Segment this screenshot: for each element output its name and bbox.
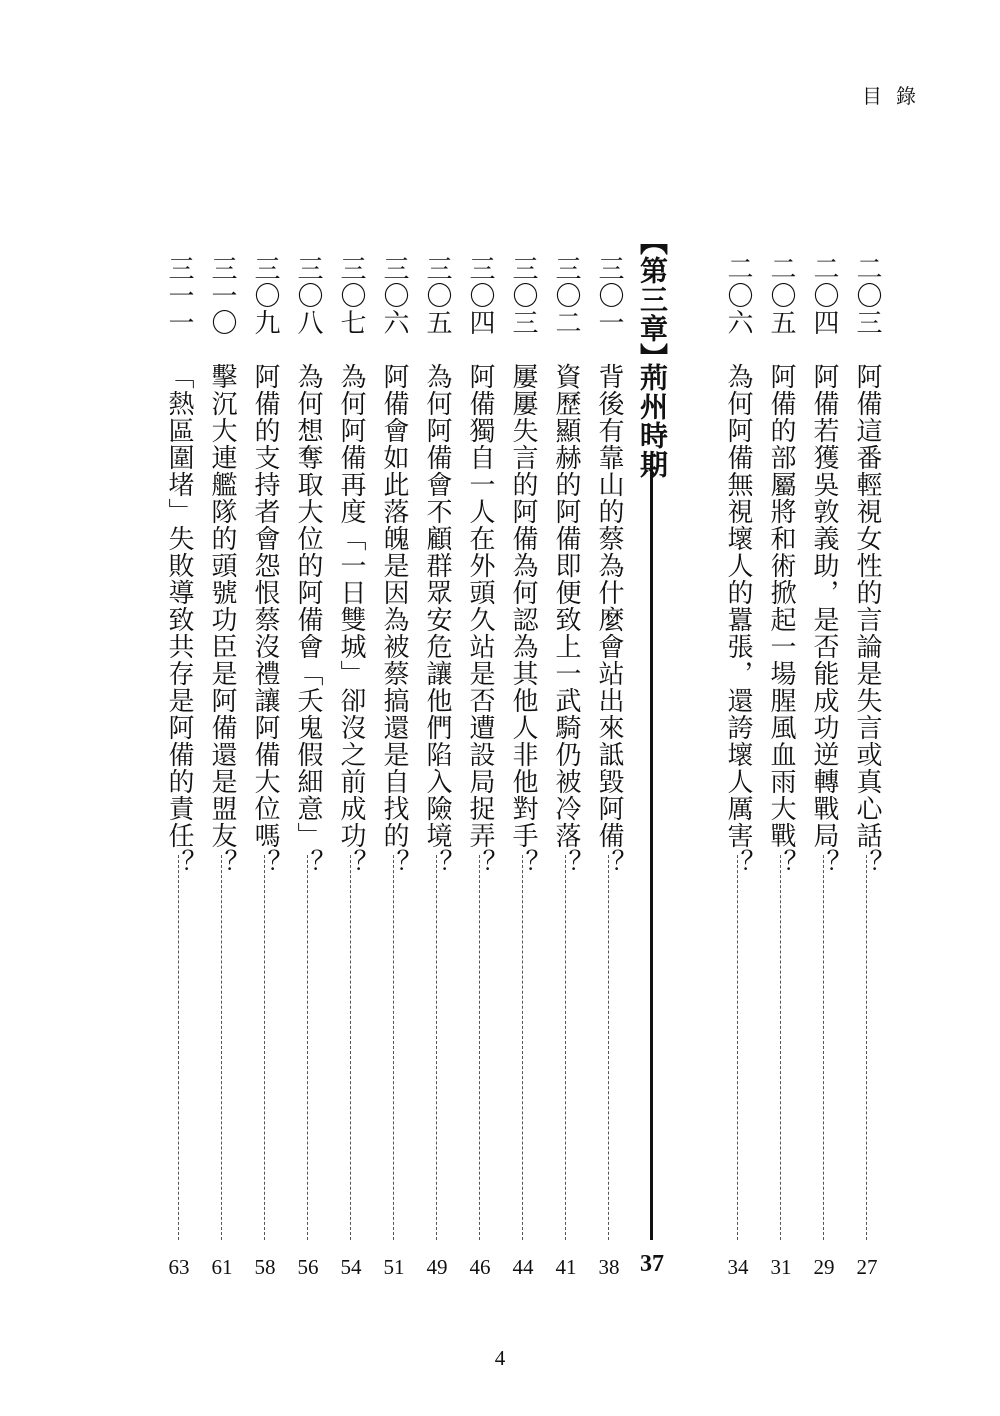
toc-entry bbox=[807, 255, 841, 1285]
entry-number: 三〇四 bbox=[465, 255, 495, 336]
dot-leader bbox=[264, 855, 265, 1240]
entry-title: 荊州時期 bbox=[636, 363, 669, 479]
entry-page-number: 29 bbox=[813, 1255, 835, 1279]
dot-leader bbox=[350, 855, 351, 1240]
entry-page-number: 31 bbox=[770, 1255, 792, 1279]
chapter-heading bbox=[635, 227, 669, 1285]
toc-entry bbox=[291, 255, 325, 1285]
entry-title: 為何阿備會不顧群眾安危讓他們陷入險境？ bbox=[422, 363, 452, 876]
toc-entry bbox=[248, 255, 282, 1285]
entry-number: 三一〇 bbox=[207, 255, 237, 336]
entry-page-number: 44 bbox=[512, 1255, 534, 1279]
entry-title: 阿備會如此落魄是因為被蔡搞還是自找的？ bbox=[379, 363, 409, 876]
entry-page-number: 58 bbox=[254, 1255, 276, 1279]
entry-number: 二〇四 bbox=[809, 255, 839, 336]
entry-page-number: 46 bbox=[469, 1255, 491, 1279]
entry-number: 二〇五 bbox=[766, 255, 796, 336]
entry-number: 三〇五 bbox=[422, 255, 452, 336]
dot-leader bbox=[522, 855, 523, 1240]
toc-entry bbox=[377, 255, 411, 1285]
entry-title: 阿備這番輕視女性的言論是失言或真心話？ bbox=[852, 363, 882, 876]
toc-entry bbox=[162, 255, 196, 1285]
toc-entry bbox=[463, 255, 497, 1285]
dot-leader bbox=[650, 455, 653, 1240]
dot-leader bbox=[479, 855, 480, 1240]
entry-page-number: 41 bbox=[555, 1255, 577, 1279]
entry-page-number: 38 bbox=[598, 1255, 620, 1279]
toc-entry bbox=[721, 255, 755, 1285]
toc-entry bbox=[506, 255, 540, 1285]
dot-leader bbox=[393, 855, 394, 1240]
toc-entry bbox=[205, 255, 239, 1285]
dot-leader bbox=[307, 855, 308, 1240]
entry-number: 三〇六 bbox=[379, 255, 409, 336]
entry-title: 阿備的支持者會怨恨蔡沒禮讓阿備大位嗎？ bbox=[250, 363, 280, 876]
toc-entry bbox=[592, 255, 626, 1285]
entry-number: 二〇三 bbox=[852, 255, 882, 336]
entry-page-number: 34 bbox=[727, 1255, 749, 1279]
entry-number: 三〇九 bbox=[250, 255, 280, 336]
entry-page-number: 63 bbox=[168, 1255, 190, 1279]
dot-leader bbox=[737, 855, 738, 1240]
entry-title: 為何阿備再度「一日雙城」卻沒之前成功？ bbox=[336, 363, 366, 876]
entry-page-number: 61 bbox=[211, 1255, 233, 1279]
entry-number: 三〇八 bbox=[293, 255, 323, 336]
toc-entry bbox=[549, 255, 583, 1285]
entry-title: 背後有靠山的蔡為什麼會站出來詆毀阿備？ bbox=[594, 363, 624, 876]
dot-leader bbox=[178, 855, 179, 1240]
entry-title: 阿備的部屬將和術掀起一場腥風血雨大戰？ bbox=[766, 363, 796, 876]
dot-leader bbox=[608, 855, 609, 1240]
dot-leader bbox=[436, 855, 437, 1240]
section-header: 目錄 bbox=[862, 84, 930, 108]
dot-leader bbox=[221, 855, 222, 1240]
toc-entry bbox=[764, 255, 798, 1285]
dot-leader bbox=[780, 855, 781, 1240]
entry-number: 二〇六 bbox=[723, 255, 753, 336]
entry-number: 三〇三 bbox=[508, 255, 538, 336]
entry-number: 三〇一 bbox=[594, 255, 624, 336]
entry-number: 三一一 bbox=[164, 255, 194, 336]
entry-title: 為何想奪取大位的阿備會「夭鬼假細意」？ bbox=[293, 363, 323, 876]
entry-page-number: 51 bbox=[383, 1255, 405, 1279]
dot-leader bbox=[866, 855, 867, 1240]
dot-leader bbox=[823, 855, 824, 1240]
entry-number: 三〇七 bbox=[336, 255, 366, 336]
table-of-contents bbox=[160, 227, 882, 1285]
toc-entry bbox=[334, 255, 368, 1285]
toc-entry bbox=[420, 255, 454, 1285]
entry-page-number: 27 bbox=[856, 1255, 878, 1279]
entry-number: 三〇二 bbox=[551, 255, 581, 336]
dot-leader bbox=[565, 855, 566, 1240]
entry-title: 為何阿備無視壞人的囂張，還誇壞人厲害？ bbox=[723, 363, 753, 876]
entry-title: 「熱區圍堵」失敗導致共存是阿備的責任？ bbox=[164, 363, 194, 876]
page-number: 4 bbox=[494, 1346, 506, 1370]
toc-entry bbox=[850, 255, 884, 1285]
entry-number: 【第三章】 bbox=[636, 227, 669, 372]
entry-title: 阿備獨自一人在外頭久站是否遭設局捉弄？ bbox=[465, 363, 495, 876]
entry-title: 屢屢失言的阿備為何認為其他人非他對手？ bbox=[508, 363, 538, 876]
entry-page-number: 49 bbox=[426, 1255, 448, 1279]
entry-title: 阿備若獲吳敦義助，是否能成功逆轉戰局？ bbox=[809, 363, 839, 876]
entry-page-number: 54 bbox=[340, 1255, 362, 1279]
entry-page-number: 56 bbox=[297, 1255, 319, 1279]
entry-page-number: 37 bbox=[640, 1251, 664, 1277]
entry-title: 擊沉大連艦隊的頭號功臣是阿備還是盟友？ bbox=[207, 363, 237, 876]
entry-title: 資歷顯赫的阿備即便致上一武騎仍被冷落？ bbox=[551, 363, 581, 876]
